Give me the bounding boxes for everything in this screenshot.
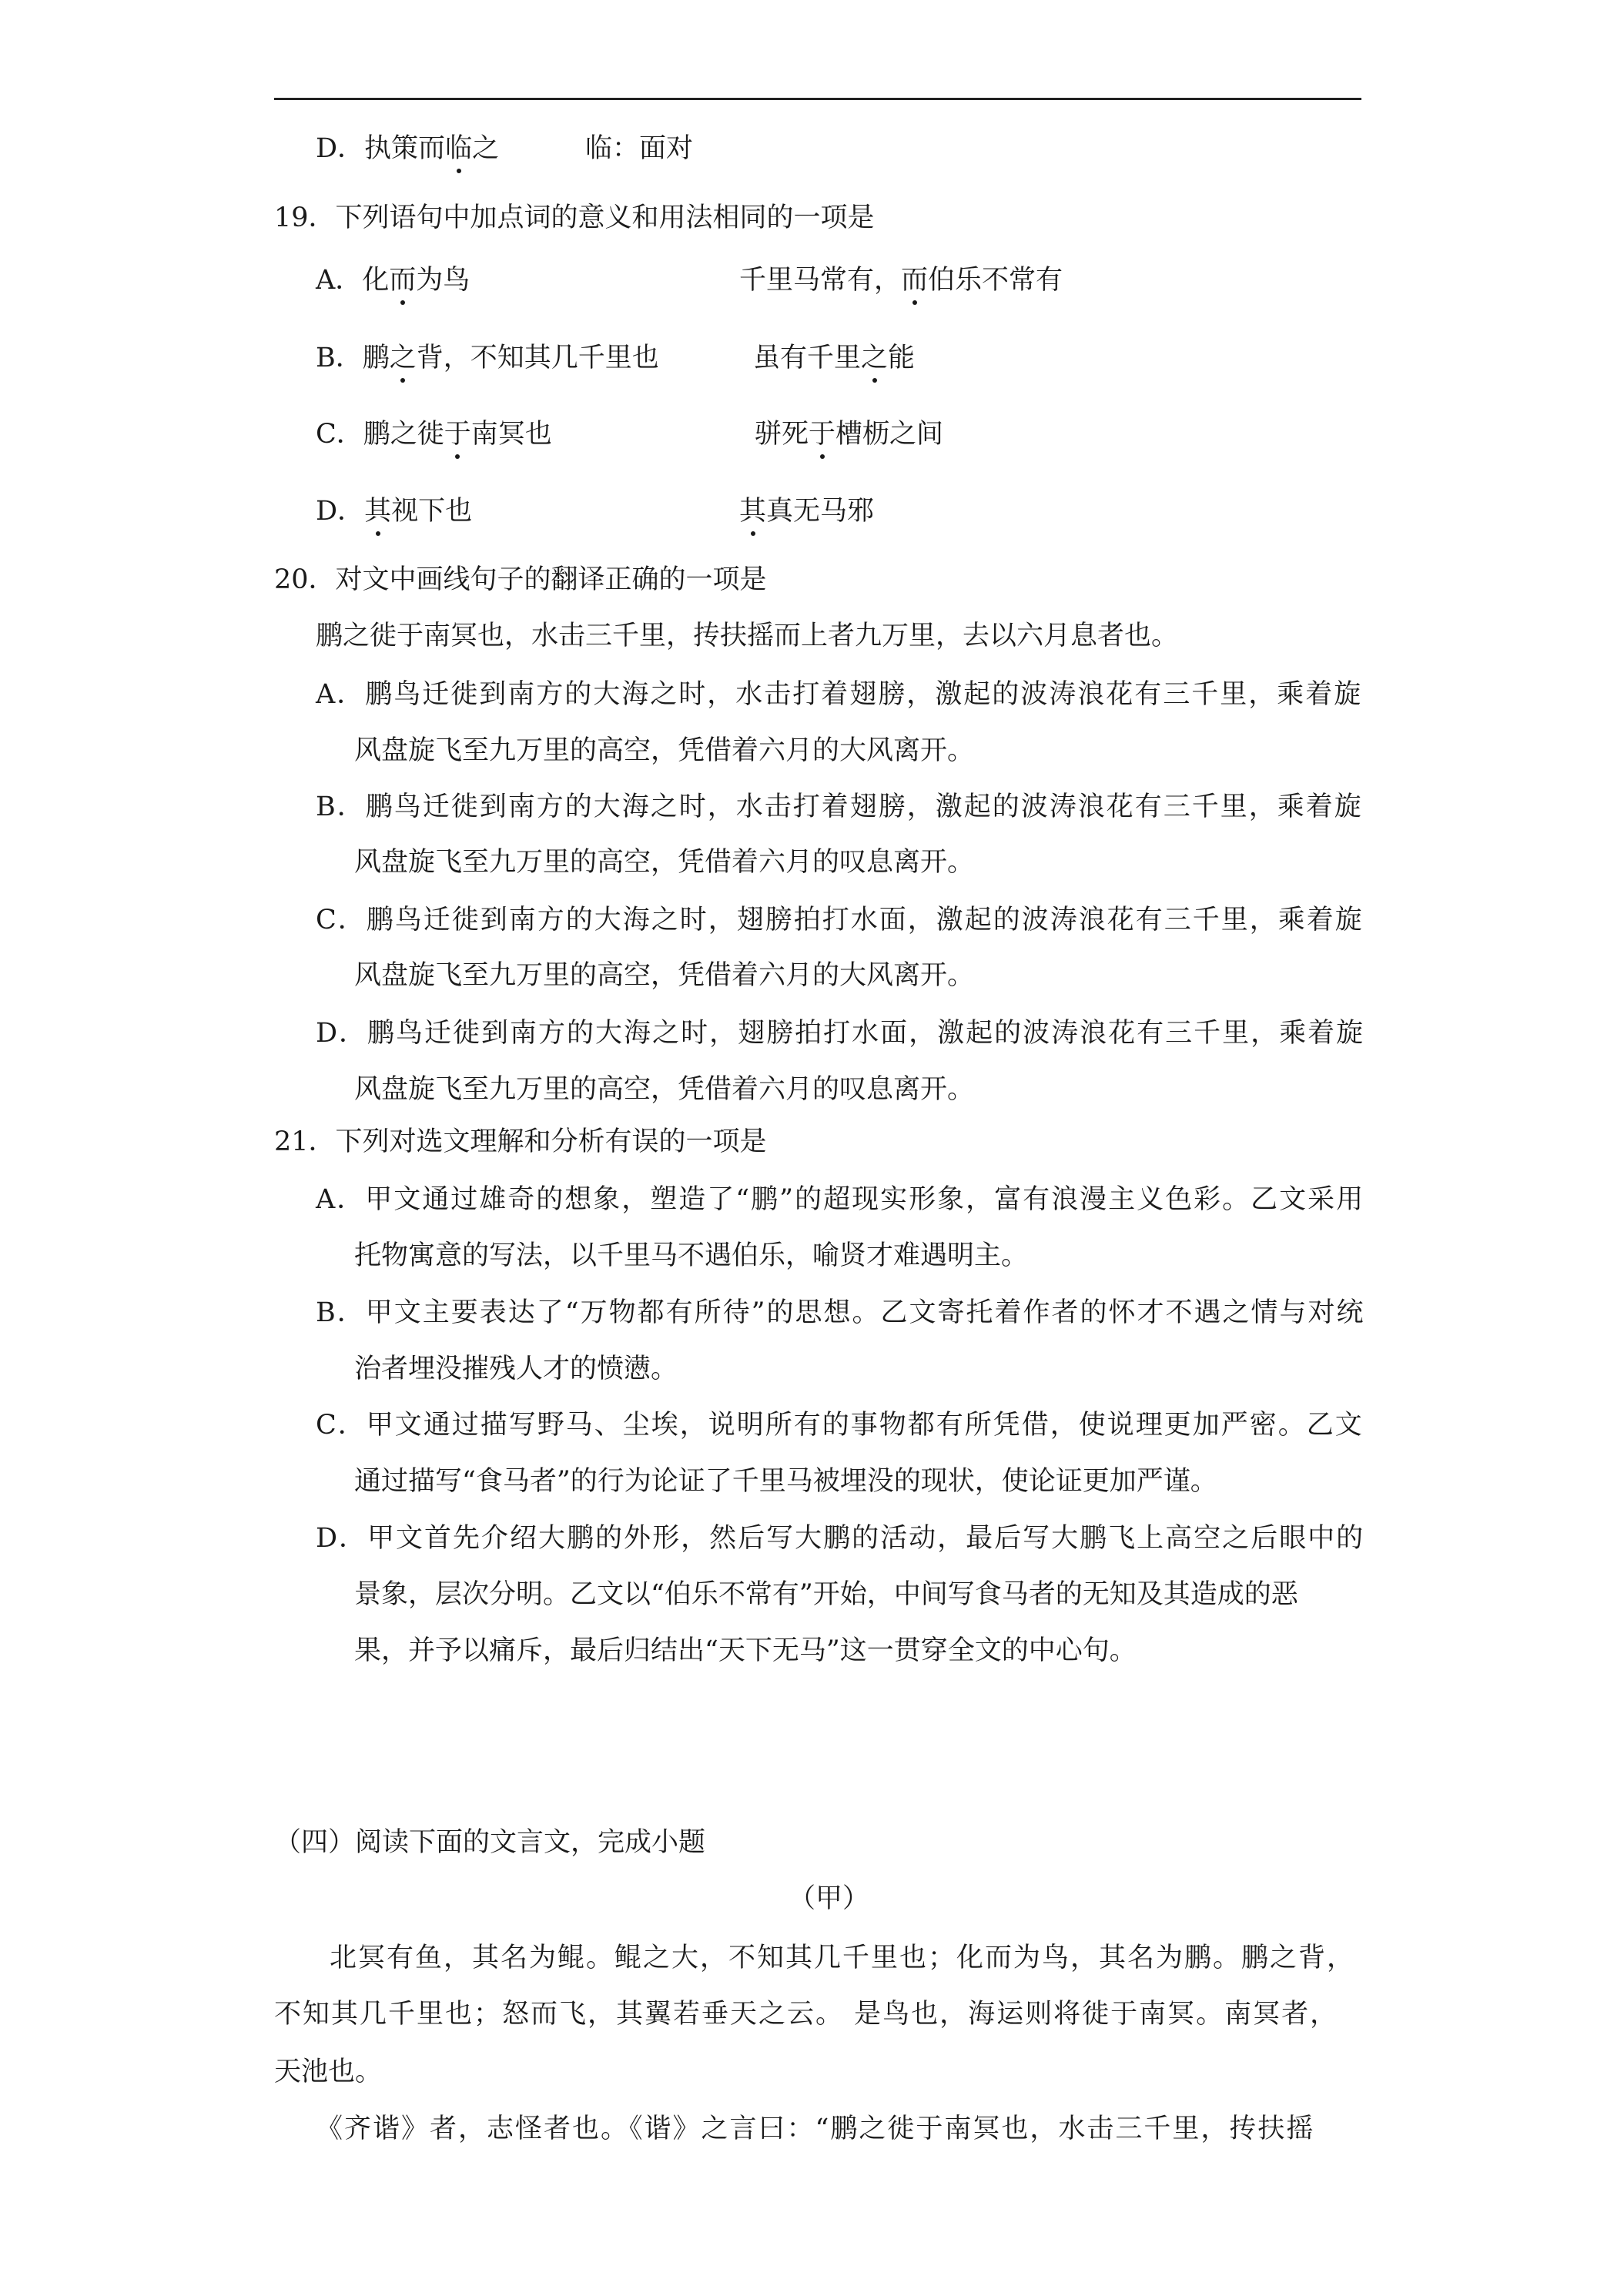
q19-option-b-right: 虽有千里之能 [753, 340, 915, 376]
q20-option-d-line2: 风盘旋飞至九万里的高空，凭借着六月的叹息离开。 [354, 1074, 975, 1105]
q20-option-c-line2: 风盘旋飞至九万里的高空，凭借着六月的大风离开。 [354, 960, 975, 991]
q20-option-a-line2: 风盘旋飞至九万里的高空，凭借着六月的大风离开。 [354, 735, 975, 766]
dotted-char: 其 [364, 494, 391, 529]
q21-option-a-line2: 托物寓意的写法，以千里马不遇伯乐，喻贤才难遇明主。 [354, 1240, 1029, 1271]
q19-option-d-left: D．其视下也 [316, 494, 472, 529]
q21-stem: 21．下列对选文理解和分析有误的一项是 [274, 1126, 767, 1157]
q21-option-d-line3: 果，并予以痛斥，最后归结出“天下无马”这一贯穿全文的中心句。 [354, 1635, 1137, 1666]
q19-option-c-right: 骈死于槽枥之间 [755, 417, 943, 452]
header-rule [274, 98, 1361, 100]
dotted-char: 于 [444, 417, 471, 452]
dotted-char: 而 [389, 263, 416, 298]
q20-option-b-line2: 风盘旋飞至九万里的高空，凭借着六月的叹息离开。 [354, 847, 975, 878]
passage-para2-line1: 《齐谐》者，志怪者也。《谐》之言曰：“鹏之徙于南冥也，水击三千里，抟扶摇 [316, 2114, 1315, 2144]
section-subheading: （甲） [789, 1883, 870, 1914]
dotted-char: 而 [901, 263, 928, 298]
section-heading: （四）阅读下面的文言文，完成小题 [274, 1827, 706, 1858]
dotted-char: 之 [861, 340, 888, 376]
q21-option-b-line2: 治者埋没摧残人才的愤懑。 [354, 1354, 678, 1384]
q21-option-c-line1: C．甲文通过描写野马、尘埃，说明所有的事物都有所凭借，使说理更加严密。乙文 [316, 1410, 1364, 1441]
q21-option-d-line2: 景象，层次分明。乙文以“伯乐不常有”开始，中间写食马者的无知及其造成的恶 [354, 1579, 1298, 1610]
q19-option-a-left: A．化而为鸟 [316, 263, 470, 298]
q19-option-d-right: 其真无马邪 [739, 494, 874, 529]
dotted-char: 临 [445, 131, 472, 166]
q20-option-c-line1: C．鹏鸟迁徙到南方的大海之时，翅膀拍打水面，激起的波涛浪花有三千里，乘着旋 [316, 905, 1364, 935]
q19-option-b-left: B．鹏之背，不知其几千里也 [316, 340, 659, 376]
q18-option-d: D．执策而临之 [316, 131, 499, 166]
q21-option-b-line1: B．甲文主要表达了“万物都有所待”的思想。乙文寄托着作者的怀才不遇之情与对统 [316, 1297, 1365, 1328]
q20-option-b-line1: B．鹏鸟迁徙到南方的大海之时，水击打着翅膀，激起的波涛浪花有三千里，乘着旋 [316, 792, 1363, 822]
passage-para1-line2: 不知其几千里也；怒而飞，其翼若垂天之云。 是鸟也，海运则将徙于南冥。南冥者， [274, 1999, 1339, 2030]
dotted-char: 于 [809, 417, 835, 452]
passage-para1-line1: 北冥有鱼，其名为鲲。鲲之大，不知其几千里也；化而为鸟，其名为鹏。鹏之背， [330, 1943, 1356, 1973]
dotted-char: 其 [739, 494, 766, 529]
q18-option-d-meaning: 临：面对 [585, 133, 694, 164]
q21-option-d-line1: D．甲文首先介绍大鹏的外形，然后写大鹏的活动，最后写大鹏飞上高空之后眼中的 [316, 1523, 1365, 1554]
q21-option-c-line2: 通过描写“食马者”的行为论证了千里马被埋没的现状，使论证更加严谨。 [354, 1466, 1217, 1497]
q20-option-d-line1: D．鹏鸟迁徙到南方的大海之时，翅膀拍打水面，激起的波涛浪花有三千里，乘着旋 [316, 1018, 1365, 1049]
q20-sentence: 鹏之徙于南冥也，水击三千里，抟扶摇而上者九万里，去以六月息者也。 [316, 621, 1179, 651]
q20-stem: 20．对文中画线句子的翻译正确的一项是 [274, 564, 767, 595]
q20-option-a-line1: A．鹏鸟迁徙到南方的大海之时，水击打着翅膀，激起的波涛浪花有三千里，乘着旋 [316, 679, 1363, 710]
q19-option-c-left: C．鹏之徙于南冥也 [316, 417, 552, 452]
passage-para1-line3: 天池也。 [274, 2057, 383, 2087]
q19-option-a-right: 千里马常有，而伯乐不常有 [739, 263, 1063, 298]
q21-option-a-line1: A．甲文通过雄奇的想象，塑造了“鹏”的超现实形象，富有浪漫主义色彩。乙文采用 [316, 1184, 1365, 1215]
q19-stem: 19．下列语句中加点词的意义和用法相同的一项是 [274, 202, 875, 233]
dotted-char: 之 [390, 340, 417, 376]
